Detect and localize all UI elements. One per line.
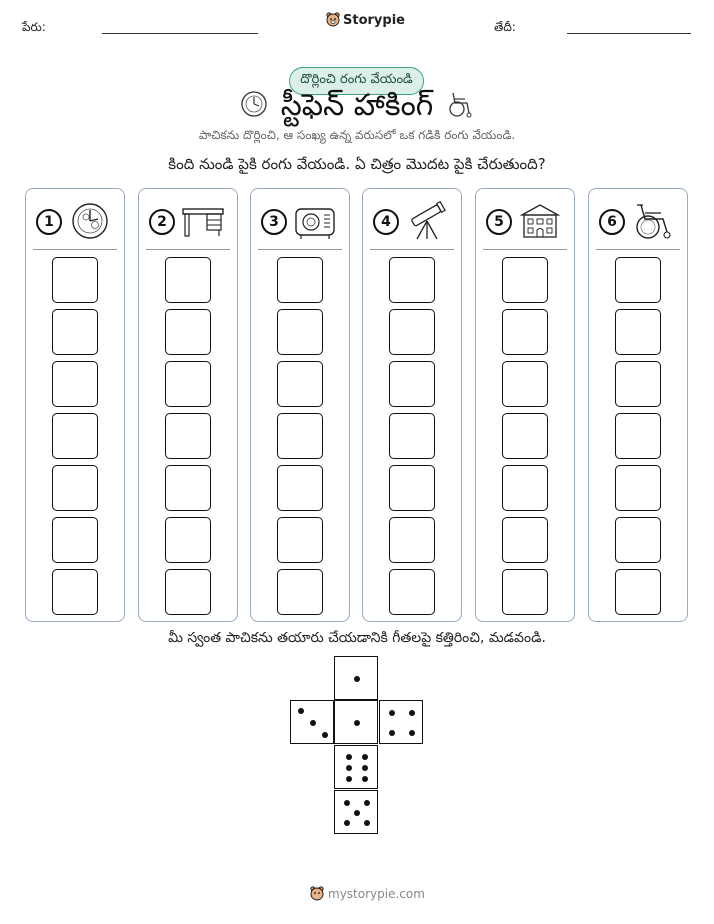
column-number: 2 xyxy=(149,209,175,235)
dice-pip xyxy=(362,765,368,771)
column-divider xyxy=(483,249,567,250)
dice-pip xyxy=(344,800,350,806)
color-box[interactable] xyxy=(615,413,661,459)
desk-icon xyxy=(181,201,225,241)
column-number: 3 xyxy=(261,209,287,235)
color-box[interactable] xyxy=(389,309,435,355)
dice-pip xyxy=(310,720,316,726)
color-box[interactable] xyxy=(277,517,323,563)
bear-icon xyxy=(310,886,324,902)
dice-pip xyxy=(389,730,395,736)
color-box[interactable] xyxy=(389,361,435,407)
footer-url: mystorypie.com xyxy=(328,887,425,901)
color-box[interactable] xyxy=(52,569,98,615)
name-line xyxy=(102,33,258,34)
telescope-icon xyxy=(405,201,449,241)
dice-pip xyxy=(354,810,360,816)
roll-and-color-badge: దొర్లించి రంగు వేయండి xyxy=(289,67,424,95)
dice-pip xyxy=(389,710,395,716)
column-divider xyxy=(33,249,117,250)
color-box[interactable] xyxy=(502,361,548,407)
color-box[interactable] xyxy=(165,569,211,615)
color-box[interactable] xyxy=(389,413,435,459)
color-box[interactable] xyxy=(52,465,98,511)
color-box[interactable] xyxy=(389,569,435,615)
color-box[interactable] xyxy=(277,569,323,615)
date-line xyxy=(567,33,691,34)
dice-pip xyxy=(354,676,360,682)
clock-icon xyxy=(239,89,269,119)
color-box[interactable] xyxy=(277,465,323,511)
color-box[interactable] xyxy=(165,517,211,563)
date-label: తేదీ: xyxy=(494,20,516,34)
brand-name: Storypie xyxy=(343,12,405,28)
column-number: 4 xyxy=(373,209,399,235)
column-divider xyxy=(146,249,230,250)
color-box[interactable] xyxy=(277,309,323,355)
color-box[interactable] xyxy=(502,517,548,563)
wheelchair-icon xyxy=(631,201,675,241)
dice-face-below xyxy=(334,745,378,789)
color-box[interactable] xyxy=(389,465,435,511)
dice-pip xyxy=(298,708,304,714)
color-box[interactable] xyxy=(615,517,661,563)
dice-pip xyxy=(322,732,328,738)
column-number: 5 xyxy=(486,209,512,235)
dice-pip xyxy=(346,754,352,760)
color-box[interactable] xyxy=(165,309,211,355)
color-box[interactable] xyxy=(52,309,98,355)
dice-pip xyxy=(362,776,368,782)
color-box[interactable] xyxy=(165,465,211,511)
color-box[interactable] xyxy=(502,413,548,459)
wheelchair-icon xyxy=(445,89,475,119)
column-divider xyxy=(258,249,342,250)
dice-pip xyxy=(409,710,415,716)
column-3 xyxy=(250,188,350,622)
color-box[interactable] xyxy=(389,517,435,563)
color-box[interactable] xyxy=(502,465,548,511)
column-number: 1 xyxy=(36,209,62,235)
color-box[interactable] xyxy=(165,413,211,459)
color-box[interactable] xyxy=(165,257,211,303)
column-6 xyxy=(588,188,688,622)
dice-pip xyxy=(362,754,368,760)
footer xyxy=(310,886,425,902)
university-building-icon xyxy=(518,201,562,241)
color-box[interactable] xyxy=(52,361,98,407)
color-box[interactable] xyxy=(52,413,98,459)
color-box[interactable] xyxy=(502,569,548,615)
color-box[interactable] xyxy=(615,361,661,407)
dice-face-bottom xyxy=(334,790,378,834)
cut-instruction: మీ స్వంత పాచికను తయారు చేయడానికి గీతలపై కత్తిరించి, మడవండి. xyxy=(168,630,546,646)
color-box[interactable] xyxy=(502,257,548,303)
storypie-logo xyxy=(326,12,405,28)
color-box[interactable] xyxy=(277,413,323,459)
column-number: 6 xyxy=(599,209,625,235)
color-box[interactable] xyxy=(52,517,98,563)
column-4 xyxy=(362,188,462,622)
column-divider xyxy=(370,249,454,250)
name-label: పేరు: xyxy=(22,20,46,34)
color-box[interactable] xyxy=(615,309,661,355)
color-box[interactable] xyxy=(165,361,211,407)
dice-face-right xyxy=(379,700,423,744)
column-5 xyxy=(475,188,575,622)
radio-icon xyxy=(293,201,337,241)
color-box[interactable] xyxy=(277,361,323,407)
color-box[interactable] xyxy=(615,465,661,511)
color-box[interactable] xyxy=(502,309,548,355)
dice-pip xyxy=(346,765,352,771)
color-box[interactable] xyxy=(615,257,661,303)
dice-pip xyxy=(354,720,360,726)
dice-pip xyxy=(364,820,370,826)
dice-pip xyxy=(409,730,415,736)
clock-icon xyxy=(68,201,112,241)
color-box[interactable] xyxy=(52,257,98,303)
dice-face-center xyxy=(334,700,378,744)
dice-pip xyxy=(346,776,352,782)
dice-face-left xyxy=(290,700,334,744)
dice-pip xyxy=(344,820,350,826)
title-text: స్టీఫెన్ హాకింగ్ xyxy=(280,88,434,123)
color-box[interactable] xyxy=(389,257,435,303)
dice-pip xyxy=(364,800,370,806)
color-box[interactable] xyxy=(615,569,661,615)
column-2 xyxy=(138,188,238,622)
dice-face-top xyxy=(334,656,378,700)
bear-icon xyxy=(326,12,340,28)
instruction: కింది నుండి పైకి రంగు వేయండి. ఏ చిత్రం మొదట పైకి చేరుతుంది? xyxy=(168,155,546,173)
subtitle: పాచికను దొర్లించి, ఆ సంఖ్య ఉన్న వరుసలో ఒక గడికి రంగు వేయండి. xyxy=(198,128,516,142)
page-title xyxy=(0,88,714,130)
column-1 xyxy=(25,188,125,622)
column-divider xyxy=(596,249,680,250)
color-box[interactable] xyxy=(277,257,323,303)
